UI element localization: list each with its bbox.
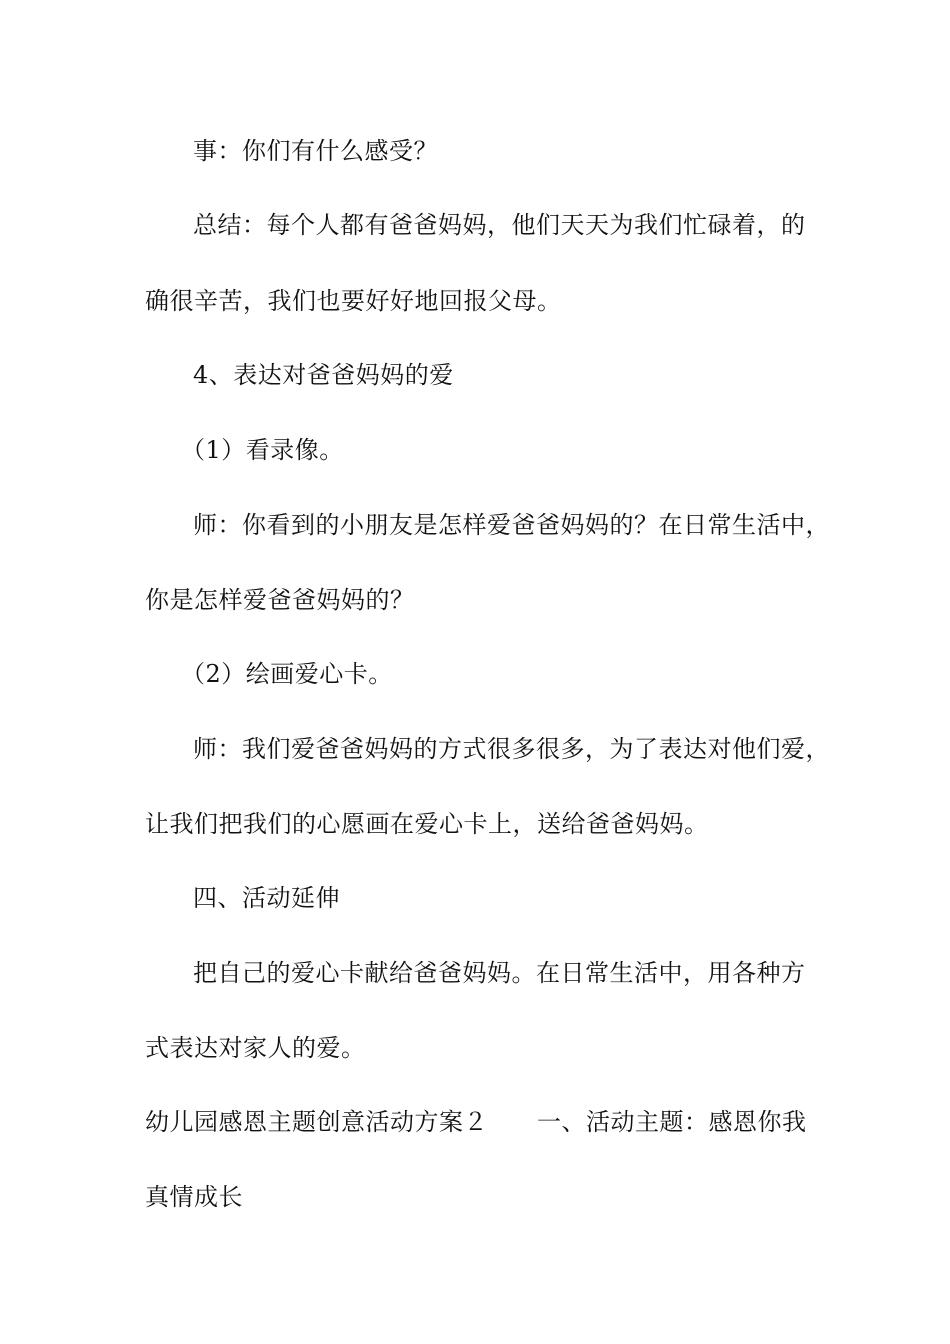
paragraph-line: 师：你看到的小朋友是怎样爱爸爸妈妈的？在日常生活中， <box>193 511 830 539</box>
paragraph-line: 师：我们爱爸爸妈妈的方式很多很多，为了表达对他们爱， <box>193 735 830 763</box>
paragraph-line: 事：你们有什么感受？ <box>193 137 438 165</box>
subsection-heading: （2）绘画爱心卡。 <box>181 660 393 688</box>
paragraph-line: 把自己的爱心卡献给爸爸妈妈。在日常生活中，用各种方 <box>193 959 806 987</box>
subsection-heading: （1）看录像。 <box>181 436 344 464</box>
paragraph-line: 总结：每个人都有爸爸妈妈，他们天天为我们忙碌着，的 <box>193 211 806 239</box>
document-title: 幼儿园感恩主题创意活动方案２ 一、活动主题：感恩你我 <box>145 1108 807 1136</box>
section-heading: 四、活动延伸 <box>193 884 340 912</box>
paragraph-line: 真情成长 <box>145 1183 243 1211</box>
paragraph-line: 你是怎样爱爸爸妈妈的？ <box>145 586 415 614</box>
paragraph-line: 确很辛苦，我们也要好好地回报父母。 <box>145 287 562 315</box>
paragraph-line: 让我们把我们的心愿画在爱心卡上，送给爸爸妈妈。 <box>145 810 709 838</box>
section-heading: 4、表达对爸爸妈妈的爱 <box>193 361 454 389</box>
paragraph-line: 式表达对家人的爱。 <box>145 1034 366 1062</box>
